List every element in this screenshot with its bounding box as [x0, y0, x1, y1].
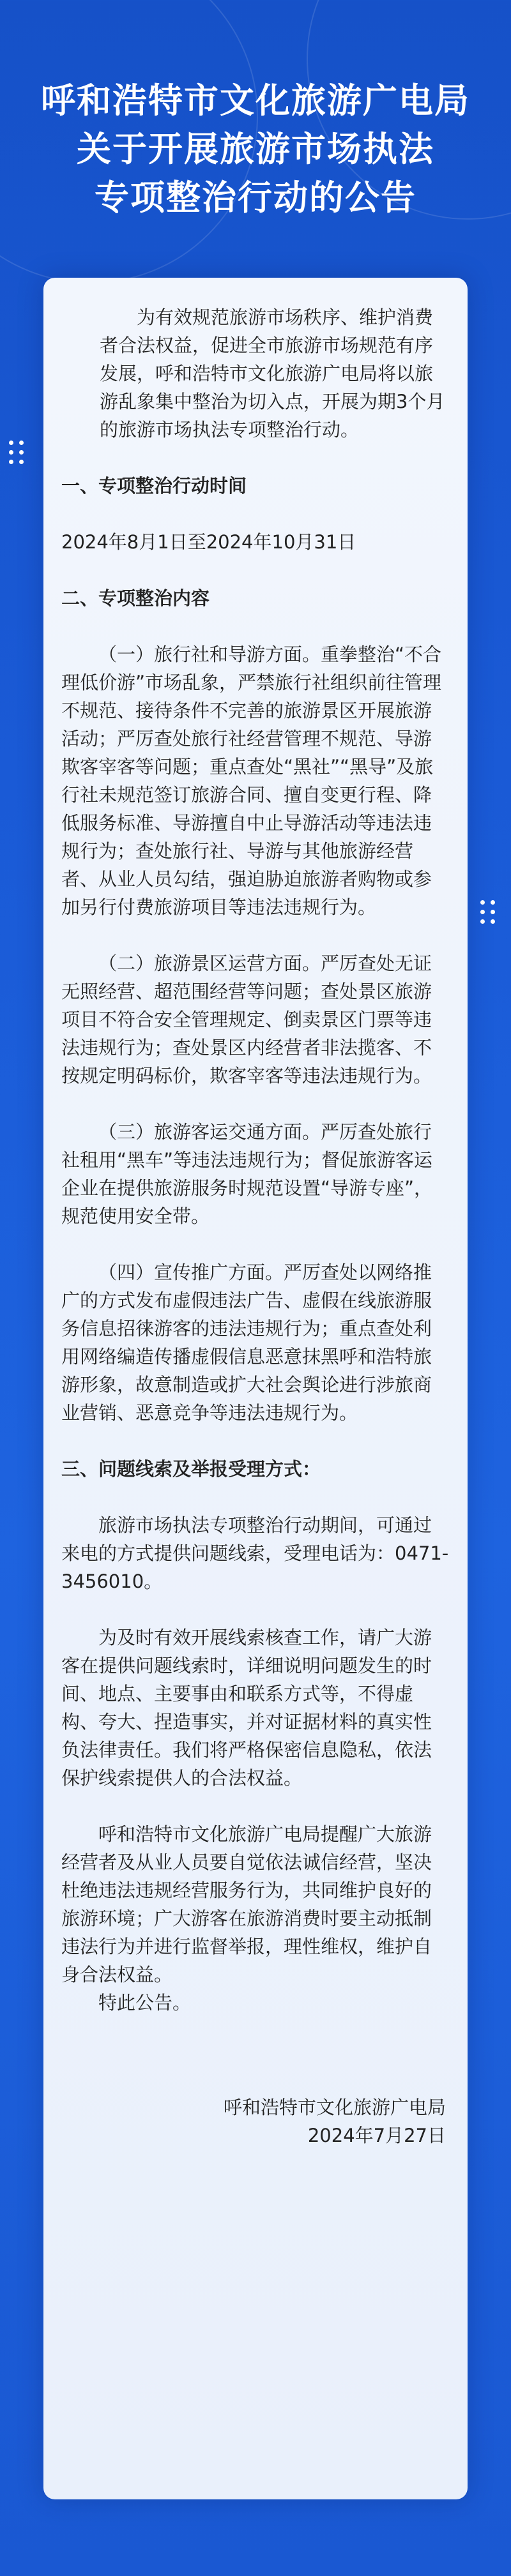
- section-3-heading: 三、问题线索及举报受理方式：: [61, 1458, 321, 1480]
- dots-decoration-right: [480, 900, 496, 924]
- dots-decoration-left: [9, 441, 24, 464]
- section-3-paragraph: 呼和浩特市文化旅游广电局提醒广大旅游经营者及从业人员要自觉依法诚信经营，坚决杜绝违法违规经营服务行为，共同维护良好的旅游环境；广大游客在旅游消费时要主动抵制违法行为并进行监督举报，理性维权，维护自身合法权益。: [61, 1823, 432, 1985]
- title-line-3: 专项整治行动的公告: [95, 177, 416, 218]
- section-3-paragraph: 为及时有效开展线索核查工作，请广大游客在提供问题线索时，详细说明问题发生的时间、地点、主要事由和联系方式等，不得虚构、夸大、捏造事实，并对证据材料的真实性负法律责任。我们将严格保密信息隐私，依法保护线索提供人的合法权益。: [61, 1627, 432, 1789]
- section-2-item: （三）旅游客运交通方面。严厉查处旅行社租用“黑车”等违法违规行为；督促旅游客运企业在提供旅游服务时规范设置“导游专座”，规范使用安全带。: [61, 1121, 433, 1227]
- title-line-1: 呼和浩特市文化旅游广电局: [41, 80, 470, 121]
- section-3-paragraph: 旅游市场执法专项整治行动期间，可通过来电的方式提供问题线索，受理电话为：0471-3456010。: [61, 1514, 449, 1592]
- signature-org: 呼和浩特市文化旅游广电局: [223, 2097, 446, 2118]
- title-line-2: 关于开展旅游市场执法: [77, 129, 434, 169]
- notice-card: [43, 278, 468, 2499]
- signature-date: 2024年7月27日: [307, 2125, 446, 2146]
- intro-paragraph: 为有效规范旅游市场秩序、维护消费者合法权益，促进全市旅游市场规范有序发展，呼和浩特市文化旅游广电局将以旅游乱象集中整治为切入点，开展为期3个月的旅游市场执法专项整治行动。: [100, 306, 445, 441]
- section-2-item: （四）宣传推广方面。严厉查处以网络推广的方式发布虚假违法广告、虚假在线旅游服务信息招徕游客的违法违规行为；重点查处利用网络编造传播虚假信息恶意抹黑呼和浩特旅游形象，故意制造或扩大社会舆论进行涉旅商业营销、恶意竞争等违法违规行为。: [61, 1262, 432, 1424]
- section-1-text: 2024年8月1日至2024年10月31日: [61, 531, 356, 553]
- section-2-item: （二）旅游景区运营方面。严厉查处无证无照经营、超范围经营等问题；查处景区旅游项目不符合安全管理规定、倒卖景区门票等违法违规行为；查处景区内经营者非法揽客、不按规定明码标价，欺客宰客等违法违规行为。: [61, 953, 432, 1087]
- section-2-item: （一）旅行社和导游方面。重拳整治“不合理低价游”市场乱象，严禁旅行社组织前往管理不规范、接待条件不完善的旅游景区开展旅游活动；严厉查处旅行社经营管理不规范、导游欺客宰客等问题；重点查处“黑社”“黑导”及旅行社未规范签订旅游合同、擅自变更行程、降低服务标准、导游擅自中止导游活动等违法违规行为；查处旅行社、导游与其他旅游经营者、从业人员勾结，强迫胁迫旅游者购物或参加另行付费旅游项目等违法违规行为。: [61, 644, 442, 918]
- page-header: [0, 77, 511, 222]
- section-2-heading: 二、专项整治内容: [61, 587, 210, 609]
- section-1-heading: 一、专项整治行动时间: [61, 475, 247, 497]
- closing-text: 特此公告。: [98, 1992, 192, 2014]
